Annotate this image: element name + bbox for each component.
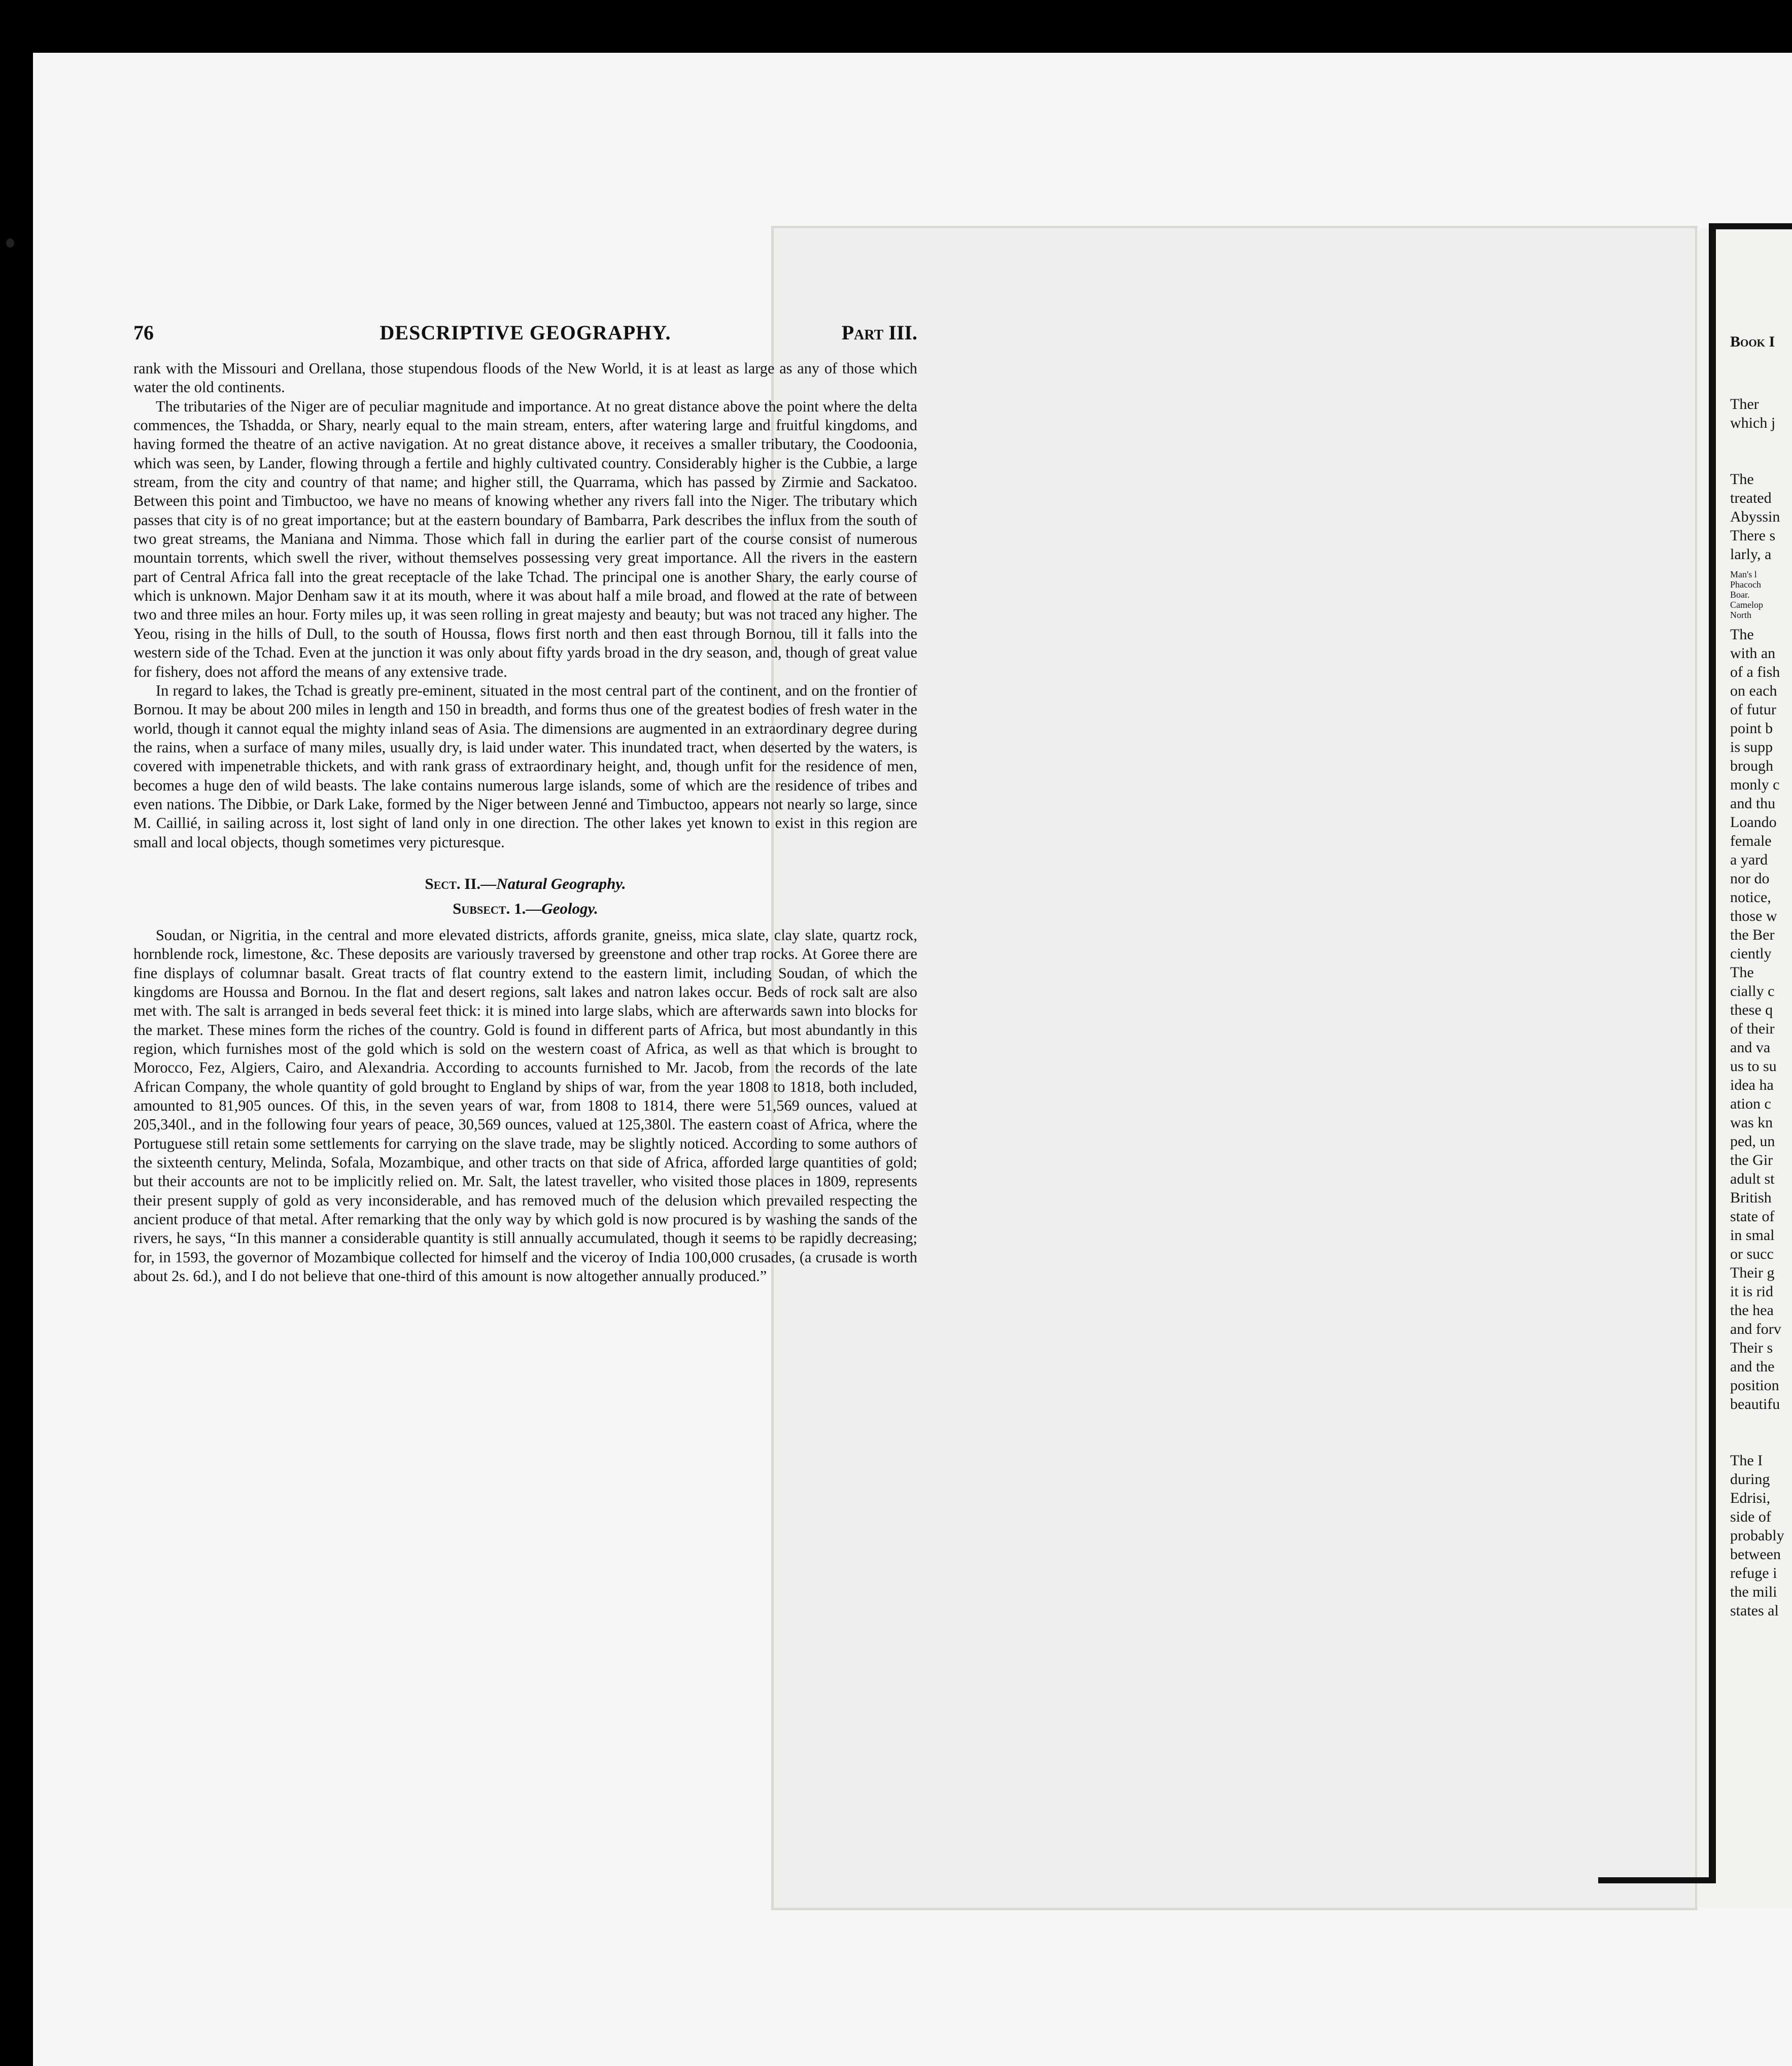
- right-page-line: larly, a: [1730, 546, 1772, 563]
- spine-bottom-rule: [1598, 1877, 1716, 1883]
- right-page-header: Book I: [1730, 333, 1775, 350]
- right-page-line: is supp: [1730, 739, 1773, 755]
- page-number: 76: [133, 321, 154, 344]
- right-page-line: it is rid: [1730, 1283, 1774, 1300]
- right-page-line: the hea: [1730, 1302, 1774, 1319]
- right-page-line: Edrisi,: [1730, 1490, 1771, 1506]
- right-page-line: notice,: [1730, 889, 1771, 906]
- right-page-line: of their: [1730, 1020, 1775, 1037]
- right-page-line: point b: [1730, 720, 1773, 737]
- right-page-line: brough: [1730, 757, 1773, 774]
- right-page-line: Boar.: [1730, 590, 1750, 600]
- right-page-line: monly c: [1730, 776, 1780, 793]
- right-page-line: us to su: [1730, 1058, 1777, 1075]
- page-title: DESCRIPTIVE GEOGRAPHY.: [380, 321, 671, 344]
- right-page-line: Loando: [1730, 814, 1777, 831]
- right-page-line: The: [1730, 471, 1754, 488]
- right-page-line: Their g: [1730, 1264, 1775, 1281]
- right-page-line: Phacoch: [1730, 579, 1761, 590]
- right-page-line: or succ: [1730, 1246, 1774, 1262]
- right-page-line: Their s: [1730, 1339, 1773, 1356]
- right-page-line: these q: [1730, 1002, 1773, 1018]
- right-page-line: and va: [1730, 1039, 1771, 1056]
- right-page-line: in smal: [1730, 1227, 1775, 1244]
- right-page-line: The: [1730, 626, 1754, 643]
- right-page-line: treated: [1730, 490, 1772, 506]
- right-page-line: of futur: [1730, 701, 1776, 718]
- right-page-line: state of: [1730, 1208, 1775, 1225]
- right-page-line: and thu: [1730, 795, 1776, 812]
- right-page-line: Man's l: [1730, 569, 1757, 579]
- right-page-line: those w: [1730, 908, 1777, 924]
- right-page-line: and forv: [1730, 1321, 1781, 1337]
- right-page-line: during: [1730, 1471, 1770, 1488]
- section-title: Natural Geography.: [496, 874, 626, 892]
- spine-top-rule: [1709, 223, 1792, 229]
- right-page-line: probably: [1730, 1527, 1784, 1544]
- part-label: Part III.: [841, 321, 917, 344]
- paragraph-geology: Soudan, or Nigritia, in the central and more elevated districts, affords granite, gneiss, mica slate, clay slate, quartz rock, hornblende rock, limestone, &c. These deposits are variously traversed by greenstone and other trap rocks. At Goree there are fine displays of columnar basalt. Great tracts of flat country extend to the eastern limit, including Soudan, of which the kingdoms are Houssa and Bornou. In the flat and desert regions, salt lakes and natron lakes occur. Beds of rock salt are also met with. The salt is arranged in beds several feet thick: it is mined into large slabs, which are afterwards sawn into blocks for the market. These mines form the riches of the country. Gold is found in different parts of Africa, but most abundantly in this region, which furnishes most of the gold which is sold on the western coast of Africa, as well as that which is brought to Morocco, Fez, Algiers, Cairo, and Alexandria. According to accounts furnished to Mr. Jacob, from the records of the late African Company, the whole quantity of gold brought to England by ships of war, from the year 1808 to 1818, both included, amounted to 81,905 ounces. Of this, in the seven years of war, from 1808 to 1814, there were 51,569 ounces, valued at 205,340l., and in the following four years of peace, 30,569 ounces, valued at 125,380l. The eastern coast of Africa, where the Portuguese still retain some settlements for carrying on the slave trade, may be slightly noticed. According to some authors of the sixteenth century, Melinda, Sofala, Mozambique, and other tracts on that side of Africa, afforded large quantities of gold; but their accounts are not to be implicitly relied on. Mr. Salt, the latest traveller, who visited those places in 1809, represents their present supply of gold as very inconsiderable, and has removed much of the delusion which prevailed respecting the ancient produce of that metal. After remarking that the only way by which gold is now procured is by washing the sands of the rivers, he says, “In this manner a considerable quantity is still annually accumulated, though it seems to be rapidly decreasing; for, in 1593, the governor of Mozambique collected for himself and the viceroy of India 100,000 crusades, (a crusade is worth about 2s. 6d.), and I do not believe that one-third of this amount is now altogether annually produced.”: [133, 926, 917, 1285]
- subsection-label: Subsect. 1.—: [453, 899, 542, 917]
- right-page-line: a yard: [1730, 851, 1768, 868]
- right-page-line: Camelop: [1730, 600, 1763, 610]
- right-page-line: The: [1730, 964, 1754, 981]
- right-page-line: idea ha: [1730, 1077, 1774, 1093]
- right-page-line: refuge i: [1730, 1565, 1777, 1581]
- section-label: Sect. II.—: [425, 874, 497, 892]
- right-page-line: cially c: [1730, 983, 1775, 1000]
- right-page-line: states al: [1730, 1602, 1779, 1619]
- right-page-line: Abyssin: [1730, 508, 1780, 525]
- right-page-line: and the: [1730, 1358, 1775, 1375]
- right-page-line: was kn: [1730, 1114, 1773, 1131]
- right-page-line: nor do: [1730, 870, 1770, 887]
- scan-speck: [6, 238, 14, 248]
- right-page-line: the Gir: [1730, 1152, 1773, 1168]
- right-page-line: on each: [1730, 682, 1777, 699]
- right-page-line: beautifu: [1730, 1396, 1780, 1413]
- right-page-line: Ther: [1730, 396, 1759, 412]
- right-page-line: British: [1730, 1189, 1772, 1206]
- book-spine: [1709, 223, 1716, 1882]
- right-page-line: the mili: [1730, 1583, 1777, 1600]
- right-page-line: ation c: [1730, 1095, 1771, 1112]
- right-page-line: with an: [1730, 645, 1776, 662]
- right-page-line: North: [1730, 610, 1751, 620]
- right-page-line: There s: [1730, 527, 1776, 544]
- right-page-line: between: [1730, 1546, 1781, 1563]
- subsection-title: Geology.: [541, 899, 598, 917]
- subsection-heading: [133, 899, 917, 918]
- section-heading: [133, 874, 917, 893]
- right-page-line: ciently: [1730, 945, 1772, 962]
- page-body: [133, 359, 917, 1286]
- right-page-line: side of: [1730, 1508, 1771, 1525]
- right-page-line: which j: [1730, 415, 1776, 431]
- right-page-line: adult st: [1730, 1170, 1775, 1187]
- paragraph-tributaries: The tributaries of the Niger are of peculiar magnitude and importance. At no great distance above the point where the delta commences, the Tshadda, or Shary, nearly equal to the main stream, enters, after watering large and fruitful kingdoms, and having formed the theatre of an active navigation. At no great distance above, it receives a smaller tributary, the Coodoonia, which was seen, by Lander, flowing through a fertile and highly cultivated country. Considerably higher is the Cubbie, a large stream, from the city and country of that name; and higher still, the Quarrama, which has passed by Zirmie and Sackatoo. Between this point and Timbuctoo, we have no means of knowing whether any rivers fall into the Niger. The tributary which passes that city is of no great importance; but at the eastern boundary of Bambarra, Park describes the influx from the south of two great streams, the Maniana and Nimma. Those which fall in during the earlier part of the course consist of numerous mountain torrents, which swell the river, without themselves possessing very great importance. All the rivers in the eastern part of Central Africa fall into the great receptacle of the lake Tchad. The principal one is another Shary, the early course of which is unknown. Major Denham saw it at its mouth, where it was about half a mile broad, and flowed at the rate of between two and three miles an hour. Forty miles up, it was seen rolling in great majesty and beauty; but was not traced any higher. The Yeou, rising in the hills of Dull, to the south of Houssa, flows first north and then east through Bornou, till it falls into the western side of the Tchad. Even at the junction it was only about fifty yards broad in the dry season, and, though of great value for fishery, does not afford the means of any extensive trade.: [133, 397, 917, 680]
- right-page-line: The I: [1730, 1452, 1763, 1469]
- right-page-line: position: [1730, 1377, 1779, 1394]
- paragraph-continuation: rank with the Missouri and Orellana, those stupendous floods of the New World, it is at least as large as any of those which water the old continents.: [133, 360, 917, 396]
- right-page-line: of a fish: [1730, 664, 1780, 680]
- paragraph-lakes: In regard to lakes, the Tchad is greatly pre-eminent, situated in the most central part of the continent, and on the frontier of Bornou. It may be about 200 miles in length and 150 in breadth, and forms thus one of the greatest bodies of fresh water in the world, though it cannot equal the mighty inland seas of Asia. The dimensions are augmented in an extraordinary degree during the rains, when a surface of many miles, usually dry, is laid under water. This inundated tract, when deserted by the waters, is covered with impenetrable thickets, and with rank grass of extraordinary height, and, though unfit for the residence of men, becomes a huge den of wild beasts. The lake contains numerous large islands, some of which are the residence of tribes and even nations. The Dibbie, or Dark Lake, formed by the Niger between Jenné and Timbuctoo, appears not nearly so large, since M. Caillié, in sailing across it, lost sight of land only in one direction. The other lakes yet known to exist in this region are small and local objects, though sometimes very picturesque.: [133, 681, 917, 851]
- right-page-line: female: [1730, 833, 1772, 849]
- right-page-line: the Ber: [1730, 926, 1775, 943]
- right-page-line: ped, un: [1730, 1133, 1775, 1150]
- running-header: [133, 321, 917, 351]
